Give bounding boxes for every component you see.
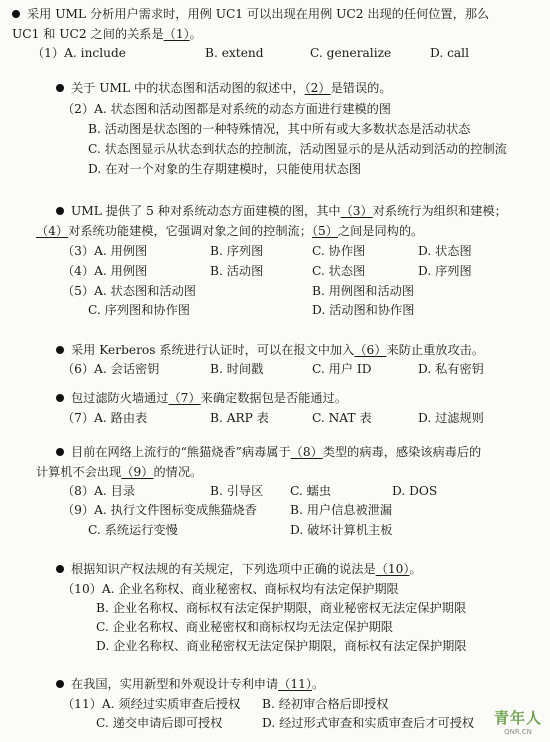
q2-option-c: C. 状态图显示从状态到状态的控制流，活动图显示的是从活动到活动的控制流 xyxy=(88,142,507,156)
bullet-icon xyxy=(56,394,64,402)
q6-option-c: C. 用户 ID xyxy=(312,362,372,376)
blank-3: （3） xyxy=(340,204,373,218)
q10-option-c: C. 企业名称权、商业秘密权和商标权均无法定保护期限 xyxy=(96,620,393,634)
bullet-icon xyxy=(56,207,64,215)
q10-option-d: D. 企业名称权、商业秘密权无法定保护期限，商标权有法定保护期限 xyxy=(96,639,467,653)
blank-5: （5） xyxy=(311,224,338,238)
q7-option-d: D. 过滤规则 xyxy=(418,411,484,425)
question-10-stem: 根据知识产权法规的有关规定，下列选项中正确的说法是（10）。 xyxy=(56,561,422,577)
blank-6: （6） xyxy=(354,343,387,357)
bullet-icon xyxy=(56,565,64,573)
q7-option-c: C. NAT 表 xyxy=(312,411,372,425)
q3-option-d: D. 状态图 xyxy=(418,244,472,258)
q2-option-b: B. 活动图是状态图的一种特殊情况，其中所有或大多数状态是活动状态 xyxy=(88,122,471,136)
q8-option-d: D. DOS xyxy=(392,484,438,498)
question-6-stem: 采用 Kerberos 系统进行认证时，可以在报文中加入（6）来防止重放攻击。 xyxy=(56,342,484,358)
q5-option-d: D. 活动图和协作图 xyxy=(312,303,415,317)
bullet-icon xyxy=(56,84,64,92)
question-8-stem-line2: 计算机不会出现（9）的情况。 xyxy=(36,465,203,479)
q8-option-c: C. 蠕虫 xyxy=(290,484,332,498)
q5-option-c: C. 序列图和协作图 xyxy=(88,303,190,317)
q10-option-a: （10）A. 企业名称权、商业秘密权、商标权均有法定保护期限 xyxy=(62,582,399,596)
q6-option-d: D. 私有密钥 xyxy=(418,362,484,376)
q9-option-d: D. 破坏计算机主板 xyxy=(290,523,393,537)
blank-10: （10） xyxy=(375,562,410,576)
question-3-stem-line1: UML 提供了 5 种对系统动态方面建模的图，其中（3）对系统行为组织和建模； xyxy=(56,203,507,219)
watermark-subtext: QNR.CN xyxy=(504,728,532,736)
blank-4: （4） xyxy=(36,224,69,238)
q5-option-a: （5）A. 状态图和活动图 xyxy=(62,284,196,298)
q4-option-c: C. 状态图 xyxy=(312,264,366,278)
bullet-icon xyxy=(56,680,64,688)
q6-option-a: （6）A. 会话密钥 xyxy=(62,362,160,376)
q3-option-a: （3）A. 用例图 xyxy=(62,244,148,258)
question-7-stem: 包过滤防火墙通过（7）来确定数据包是否能通过。 xyxy=(56,390,347,406)
q8-option-a: （8）A. 目录 xyxy=(62,484,136,498)
q3-option-b: B. 序列图 xyxy=(210,244,264,258)
q1-option-c: C. generalize xyxy=(310,46,392,60)
blank-1: （1） xyxy=(163,27,190,41)
bullet-icon xyxy=(56,448,64,456)
q2-option-d: D. 在对一个对象的生存期建模时，只能使用状态图 xyxy=(88,162,362,176)
q4-option-a: （4）A. 用例图 xyxy=(62,264,148,278)
question-1-stem-line2: UC1 和 UC2 之间的关系是（1）。 xyxy=(12,27,202,41)
q3-option-c: C. 协作图 xyxy=(312,244,366,258)
watermark-logo xyxy=(494,707,542,736)
q11-option-c: C. 递交申请后即可授权 xyxy=(96,716,223,730)
q11-option-a: （11）A. 须经过实质审查后授权 xyxy=(62,697,241,711)
q8-option-b: B. 引导区 xyxy=(210,484,264,498)
blank-7: （7） xyxy=(168,391,201,405)
blank-11: （11） xyxy=(278,677,312,691)
q11-option-b: B. 经初审合格后即授权 xyxy=(262,697,389,711)
q7-option-b: B. ARP 表 xyxy=(210,411,269,425)
question-3-stem-line2: （4）对系统功能建模，它强调对象之间的控制流；（5）之间是同构的。 xyxy=(36,224,424,238)
q4-option-b: B. 活动图 xyxy=(210,264,264,278)
question-2-stem: 关于 UML 中的状态图和活动图的叙述中，（2）是错误的。 xyxy=(56,80,392,96)
q1-option-d: D. call xyxy=(430,46,469,60)
question-11-stem: 在我国，实用新型和外观设计专利申请（11）。 xyxy=(56,676,324,692)
q4-option-d: D. 序列图 xyxy=(418,264,472,278)
blank-2: （2） xyxy=(304,81,331,95)
bullet-icon xyxy=(56,346,64,354)
blank-9: （9） xyxy=(121,465,154,479)
blank-8: （8） xyxy=(290,445,323,459)
question-1-stem-line1: 采用 UML 分析用户需求时，用例 UC1 可以出现在用例 UC2 出现的任何位置，那么 xyxy=(12,6,489,22)
q1-option-a: （1）A. include xyxy=(32,46,127,60)
bullet-icon xyxy=(12,10,20,18)
q1-option-b: B. extend xyxy=(205,46,264,60)
watermark-text: 青年人 xyxy=(493,709,542,727)
q11-option-d: D. 经过形式审查和实质审查后才可授权 xyxy=(262,716,475,730)
q9-option-c: C. 系统运行变慢 xyxy=(88,523,178,537)
q6-option-b: B. 时间戳 xyxy=(210,362,264,376)
q7-option-a: （7）A. 路由表 xyxy=(62,411,148,425)
q2-option-a: （2）A. 状态图和活动图都是对系统的动态方面进行建模的图 xyxy=(62,102,391,116)
q10-option-b: B. 企业名称权、商标权有法定保护期限，商业秘密权无法定保护期限 xyxy=(96,601,467,615)
q9-option-a: （9）A. 执行文件图标变成熊猫烧香 xyxy=(62,503,257,517)
q5-option-b: B. 用例图和活动图 xyxy=(312,284,415,298)
question-8-stem-line1: 目前在网络上流行的“熊猫烧香”病毒属于（8）类型的病毒，感染该病毒后的 xyxy=(56,444,481,460)
q9-option-b: B. 用户信息被泄漏 xyxy=(290,503,393,517)
